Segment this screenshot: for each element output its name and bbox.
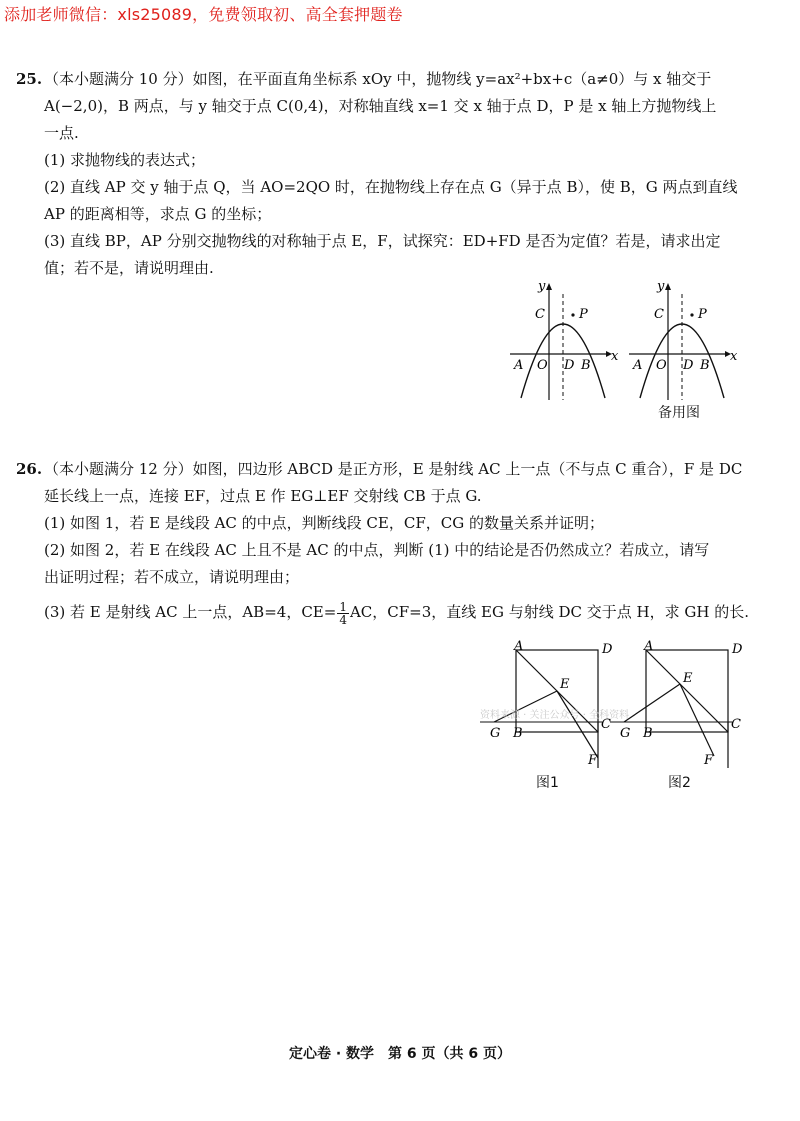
- square-diagram-1: [480, 639, 630, 770]
- label-a: A: [633, 358, 643, 373]
- label-a: A: [514, 358, 524, 373]
- q25-part2-line1: (2) 直线 AP 交 y 轴于点 Q，当 AO=2QO 时，在抛物线上存在点 G（异于点 B），使 B，G 两点到直线: [44, 178, 738, 196]
- label-c: C: [731, 717, 741, 732]
- segment-ef: [557, 691, 598, 758]
- question-number: 26.: [16, 460, 43, 478]
- y-axis-arrow-icon: [546, 283, 552, 290]
- q25-part1: (1) 求抛物线的表达式；: [44, 151, 206, 169]
- fraction-numerator: 1: [339, 599, 347, 614]
- q26-part2-line2: 出证明过程；若不成立，请说明理由；: [44, 568, 300, 586]
- label-d: D: [602, 642, 613, 657]
- label-b: B: [581, 358, 591, 373]
- label-p: P: [579, 307, 588, 322]
- q25-figure-backup: [624, 279, 738, 409]
- label-x: x: [611, 349, 619, 364]
- q26-part3: [16, 599, 786, 626]
- label-c: C: [535, 307, 545, 322]
- segment-ef: [680, 684, 714, 756]
- q25-figure-caption: 备用图: [658, 405, 700, 421]
- q26-figure-1-caption: 图1: [536, 775, 559, 791]
- label-b: B: [643, 726, 653, 741]
- label-c: C: [601, 717, 611, 732]
- question-25: [16, 66, 786, 282]
- q25-part2-line2: AP 的距离相等，求点 G 的坐标；: [44, 205, 272, 223]
- label-y: y: [657, 279, 665, 294]
- parabola-diagram: [505, 279, 619, 405]
- q25-part3-line2: 值；若不是，请说明理由.: [44, 259, 214, 277]
- label-a: A: [644, 639, 654, 654]
- label-f: F: [704, 753, 714, 768]
- label-d: D: [732, 642, 743, 657]
- label-o: O: [656, 358, 667, 373]
- label-e: E: [560, 677, 570, 692]
- segment-eg: [624, 684, 680, 722]
- label-g: G: [490, 726, 501, 741]
- q25-stem-line3: 一点.: [44, 124, 79, 142]
- q26-part2-line1: (2) 如图 2，若 E 在线段 AC 上且不是 AC 的中点，判断 (1) 中的结论是否仍然成立？若成立，请写: [44, 541, 710, 559]
- watermark-text: 资料来源 · 关注公众号 · 全科资料: [480, 710, 630, 721]
- point-p: [571, 313, 574, 316]
- label-b: B: [513, 726, 523, 741]
- q25-stem-line2: A(−2,0)，B 两点，与 y 轴交于点 C(0,4)，对称轴直线 x=1 交 x 轴于点 D，P 是 x 轴上方抛物线上: [44, 97, 717, 115]
- q26-figure-2-caption: 图2: [668, 775, 691, 791]
- q26-stem-line1: （本小题满分 12 分）如图，四边形 ABCD 是正方形，E 是射线 AC 上一点（不与点 C 重合），F 是 DC: [44, 460, 743, 478]
- page-footer: 定心卷 · 数学 第 6 页（共 6 页）: [288, 1046, 512, 1062]
- q26-stem-line2: 延长线上一点，连接 EF，过点 E 作 EG⊥EF 交射线 CB 于点 G.: [44, 487, 482, 505]
- label-c: C: [654, 307, 664, 322]
- q26-part1: (1) 如图 1，若 E 是线段 AC 的中点，判断线段 CE，CF，CG 的数量关系并证明；: [44, 514, 604, 532]
- label-a: A: [514, 639, 524, 654]
- label-e: E: [683, 671, 693, 686]
- square-diagram-2: [610, 639, 743, 770]
- fraction-denominator: 4: [339, 612, 347, 627]
- q25-part3-line1: (3) 直线 BP，AP 分别交抛物线的对称轴于点 E，F，试探究：ED+FD 是否为定值？若是，请求出定: [44, 232, 721, 250]
- q25-stem-line1: （本小题满分 10 分）如图，在平面直角坐标系 xOy 中，抛物线 y=ax²+bx+c（a≠0）与 x 轴交于: [44, 70, 712, 88]
- label-f: F: [588, 753, 598, 768]
- label-p: P: [698, 307, 707, 322]
- diagonal-ac: [646, 650, 728, 732]
- label-y: y: [538, 279, 546, 294]
- q26-figure-1: [480, 639, 630, 774]
- y-axis-arrow-icon: [665, 283, 671, 290]
- promo-banner: 添加老师微信：xls25089，免费领取初、高全套押题卷: [4, 5, 403, 24]
- point-p: [690, 313, 693, 316]
- q26-figure-2: [610, 639, 743, 774]
- label-o: O: [537, 358, 548, 373]
- label-b: B: [700, 358, 710, 373]
- q26-part3-pre: (3) 若 E 是射线 AC 上一点，AB=4，CE=: [44, 603, 337, 621]
- label-x: x: [730, 349, 738, 364]
- label-d: D: [564, 358, 575, 373]
- question-number: 25.: [16, 70, 43, 88]
- q25-figure-main: [505, 279, 619, 409]
- fraction-one-quarter: [337, 601, 349, 626]
- question-26: [16, 456, 786, 626]
- label-d: D: [683, 358, 694, 373]
- label-g: G: [620, 726, 631, 741]
- parabola-diagram-backup: [624, 279, 738, 405]
- q26-part3-post: AC，CF=3，直线 EG 与射线 DC 交于点 H，求 GH 的长.: [349, 603, 749, 621]
